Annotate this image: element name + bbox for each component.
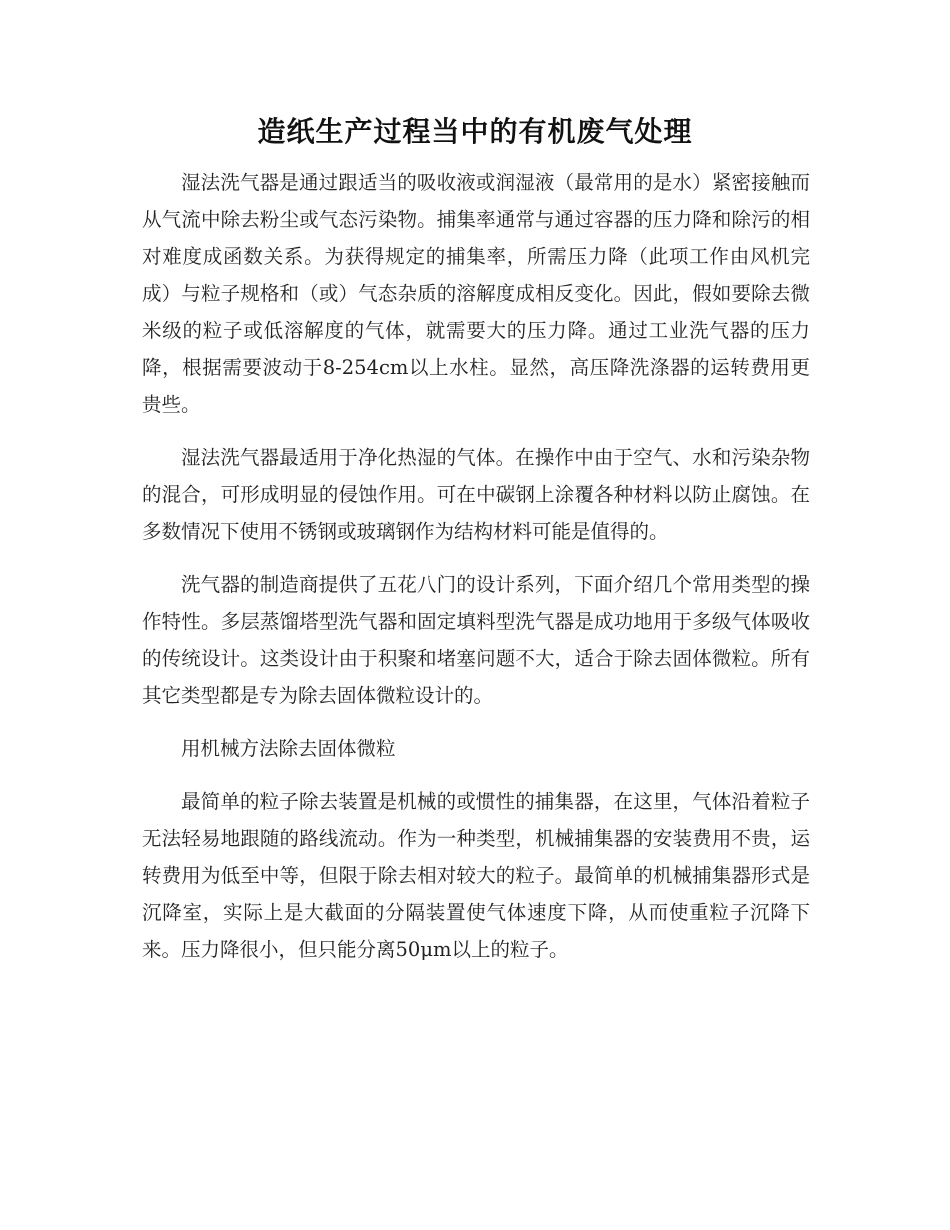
paragraph-wet-scrubber-intro: 湿法洗气器是通过跟适当的吸收液或润湿液（最常用的是水）紧密接触而从气流中除去粉尘或气态污染物。捕集率通常与通过容器的压力降和除污的相对难度成函数关系。为获得规定的捕集率，所需压力降（此项工作由风机完成）与粒子规格和（或）气态杂质的溶解度成相反变化。因此，假如要除去微米级的粒子或低溶解度的气体，就需要大的压力降。通过工业洗气器的压力降，根据需要波动于8-254cm以上水柱。显然，高压降洗涤器的运转费用更贵些。: [142, 171, 810, 416]
paragraph-scrubber-types: 洗气器的制造商提供了五花八门的设计系列，下面介绍几个常用类型的操作特性。多层蒸馏塔型洗气器和固定填料型洗气器是成功地用于多级气体吸收的传统设计。这类设计由于积聚和堵塞问题不大，适合于除去固体微粒。所有其它类型都是专为除去固体微粒设计的。: [142, 573, 810, 707]
section-subheading: 用机械方法除去固体微粒: [181, 737, 396, 760]
paragraph-wet-scrubber-usage: 湿法洗气器最适用于净化热湿的气体。在操作中由于空气、水和污染杂物的混合，可形成明显的侵蚀作用。可在中碳钢上涂覆各种材料以防止腐蚀。在多数情况下使用不锈钢或玻璃钢作为结构材料可能是值得的。: [142, 446, 810, 543]
paragraph-mechanical-collector: 最简单的粒子除去装置是机械的或惯性的捕集器，在这里，气体沿着粒子无法轻易地跟随的路线流动。作为一种类型，机械捕集器的安装费用不贵，运转费用为低至中等，但限于除去相对较大的粒子。最简单的机械捕集器形式是沉降室，实际上是大截面的分隔装置使气体速度下降，从而使重粒子沉降下来。压力降很小，但只能分离50μm以上的粒子。: [142, 790, 810, 961]
document-body: [142, 164, 810, 984]
document-title: 造纸生产过程当中的有机废气处理: [257, 115, 693, 148]
